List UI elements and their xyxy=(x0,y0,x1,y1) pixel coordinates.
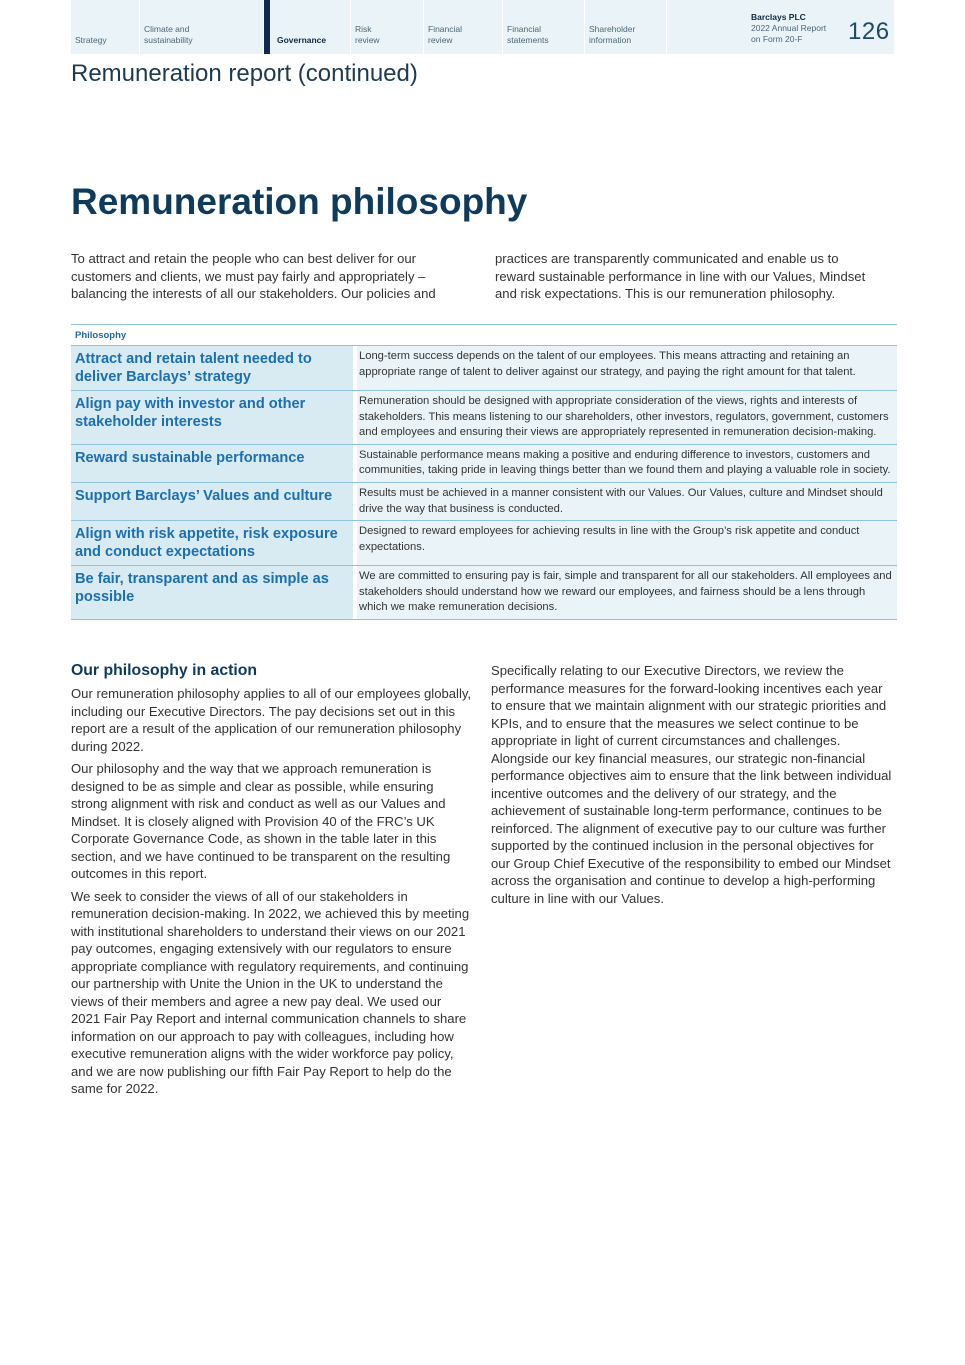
nav-tab-strategy[interactable]: Strategy xyxy=(71,0,140,54)
principle-cell: Align with risk appetite, risk exposure and conduct expectations xyxy=(71,521,353,565)
description-cell: Sustainable performance means making a positive and enduring difference to investors, customers and communities, taking pride in leaving things better than we found them and playing a valuable role in society. xyxy=(357,445,897,482)
nav-tab-risk-review[interactable]: Risk review xyxy=(351,0,424,54)
description-cell: Remuneration should be designed with appropriate consideration of the views, rights and interests of stakeholders. This means listening to our shareholders, other investors, regulators, government, customers and employees and ensuring their views are appropriately represented in remuneration decision-making. xyxy=(357,391,897,444)
nav-tab-governance[interactable]: Governance xyxy=(264,0,351,54)
page-number: 126 xyxy=(848,18,890,45)
description-cell: Results must be achieved in a manner consistent with our Values. Our Values, culture and Mindset should drive the way that business is conducted. xyxy=(357,483,897,520)
table-row xyxy=(71,391,897,445)
left-column xyxy=(71,662,473,1103)
description-cell: Long-term success depends on the talent of our employees. This means attracting and retaining an appropriate range of talent to deliver against our strategy, and paying the right amount for that talent. xyxy=(357,346,897,390)
section-title: Remuneration report (continued) xyxy=(71,60,418,87)
subsection-heading: Our philosophy in action xyxy=(71,662,258,679)
company-name: Barclays PLC xyxy=(751,12,806,22)
nav-tab-climate[interactable]: Climate and sustainability xyxy=(140,0,264,54)
table-row xyxy=(71,566,897,620)
description-cell: We are committed to ensuring pay is fair, simple and transparent for all our stakeholders. All employees and stakeholders should understand how we reward our employees, and fairness should be a lens through which we make remuneration decisions. xyxy=(357,566,897,619)
table-row xyxy=(71,483,897,521)
table-row xyxy=(71,346,897,391)
description-cell: Designed to reward employees for achieving results in line with the Group’s risk appetite and conduct expectations. xyxy=(357,521,897,565)
report-line-1: 2022 Annual Report xyxy=(751,23,827,33)
body-paragraph: Our philosophy and the way that we approach remuneration is designed to be as simple and clear as possible, while ensuring strong alignment with risk and conduct as well as our Values and Mindset. It is closely aligned with Provision 40 of the FRC’s UK Corporate Governance Code, as shown in the table later in this section, and we have continued to be transparent on the resulting outcomes in this report. xyxy=(71,761,451,881)
nav-tab-shareholder-information[interactable]: Shareholder information xyxy=(585,0,667,54)
report-identity xyxy=(751,12,826,45)
right-column xyxy=(491,662,896,912)
principle-cell: Reward sustainable performance xyxy=(71,445,353,482)
principle-cell: Support Barclays’ Values and culture xyxy=(71,483,353,520)
intro-paragraph: To attract and retain the people who can best deliver for our customers and clients, we must pay fairly and appropriately – balancing the interests of all our stakeholders. Our policies and practices are transparently communicated and enable us to reward sustainable performance in line with our Values, Mindset and risk expectations. This is our remuneration philosophy. xyxy=(71,251,866,302)
table-row xyxy=(71,521,897,566)
nav-tab-financial-review[interactable]: Financial review xyxy=(424,0,503,54)
principle-cell: Be fair, transparent and as simple as possible xyxy=(71,566,353,619)
philosophy-table-header: Philosophy xyxy=(71,325,897,346)
report-line-2: on Form 20-F xyxy=(751,34,803,44)
philosophy-table xyxy=(71,324,897,620)
body-paragraph: We seek to consider the views of all of our stakeholders in remuneration decision-making. In 2022, we achieved this by meeting with institutional shareholders to understand their views on our 2021 pay outcomes, engaging extensively with our regulators to ensure appropriate compliance with regulatory requirements, and continuing our partnership with Unite the Union in the UK to understand the views of their members and agree a new pay deal. We used our 2021 Fair Pay Report and internal communication channels to share information on our approach to pay with colleagues, including how executive remuneration aligns with the wider workforce pay policy, and we are now publishing our fifth Fair Pay Report to help do the same for 2022. xyxy=(71,888,470,1096)
principle-cell: Attract and retain talent needed to deliver Barclays’ strategy xyxy=(71,346,353,390)
page-title: Remuneration philosophy xyxy=(71,181,528,222)
body-paragraph: Specifically relating to our Executive Directors, we review the performance measures for the forward-looking incentives each year to ensure that we maintain alignment with our strategic priorities and KPIs, and to ensure that the measures we select continue to be appropriate in light of current circumstances and challenges. Alongside our key financial measures, our strategic non-financial performance objectives aim to ensure that the link between individual incentive outcomes and the delivery of our strategy, and the achievement of sustainable long-term performance, continues to be reinforced. The alignment of executive pay to our culture was further supported by the continued inclusion in the personal objectives for our Group Chief Executive of the responsibility to embed our Mindset across the organisation and continue to develop a high-performing culture in line with our Values. xyxy=(491,663,892,906)
nav-tab-financial-statements[interactable]: Financial statements xyxy=(503,0,585,54)
body-paragraph: Our remuneration philosophy applies to all of our employees globally, including our Executive Directors. The pay decisions set out in this report are a result of the application of our remuneration philosophy during 2022. xyxy=(71,686,472,754)
principle-cell: Align pay with investor and other stakeholder interests xyxy=(71,391,353,444)
table-row xyxy=(71,445,897,483)
